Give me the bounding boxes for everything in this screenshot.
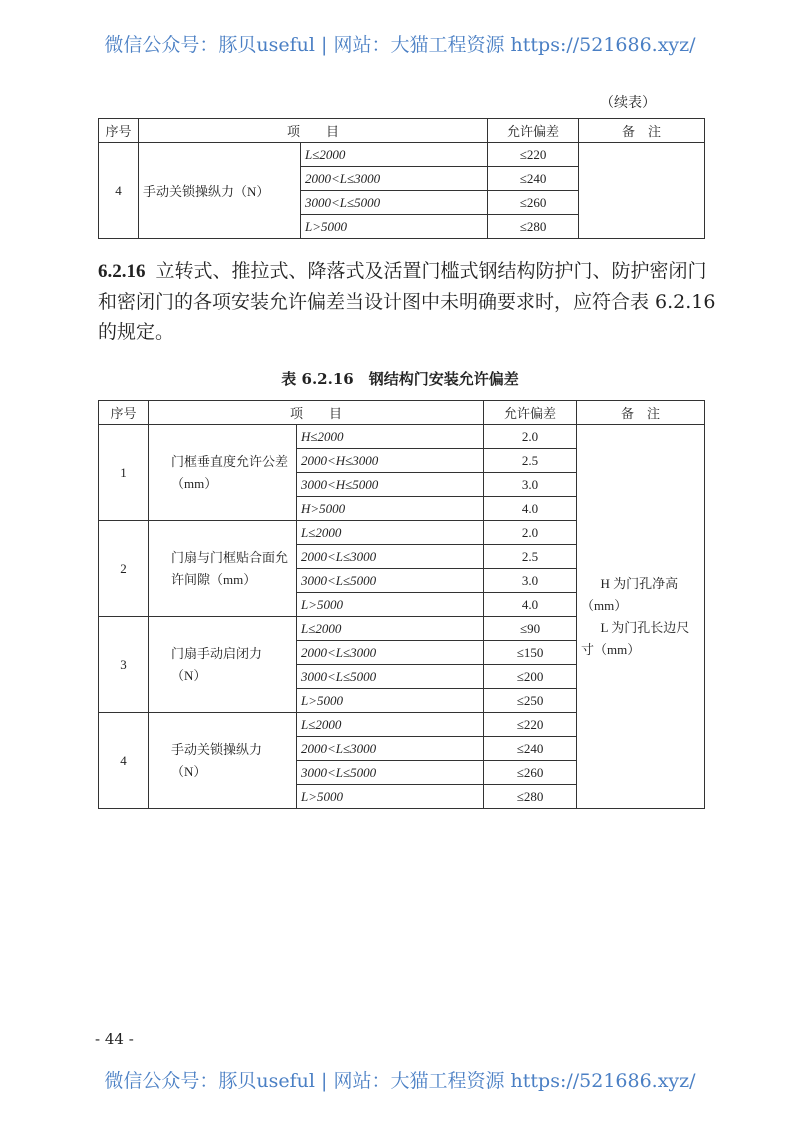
- row-tolerance: ≤280: [484, 785, 577, 809]
- continued-label: （续表）: [600, 95, 656, 111]
- row-tolerance: ≤220: [484, 713, 577, 737]
- watermark-top: 微信公众号：豚贝useful | 网站：大猫工程资源 https://521686.xyz/: [104, 34, 696, 56]
- row-condition: 2000<L≤3000: [297, 737, 484, 761]
- row-seq: 2: [99, 521, 149, 617]
- row-tolerance: 2.5: [484, 449, 577, 473]
- row-tolerance: ≤260: [484, 761, 577, 785]
- row-condition: H>5000: [297, 497, 484, 521]
- row-condition: L≤2000: [297, 617, 484, 641]
- row-condition: 2000<L≤3000: [301, 167, 488, 191]
- header-note: 备 注: [577, 401, 705, 425]
- row-tolerance: ≤250: [484, 689, 577, 713]
- page-number: - 44 -: [95, 1030, 134, 1048]
- row-seq: 3: [99, 617, 149, 713]
- table-caption: 表 6.2.16 钢结构门安装允许偏差: [281, 370, 519, 388]
- row-seq: 4: [99, 713, 149, 809]
- header-seq: 序号: [99, 401, 149, 425]
- row-item: 手动关锁操纵力（N）: [139, 143, 301, 239]
- row-tolerance: ≤220: [488, 143, 579, 167]
- row-note: [579, 143, 705, 239]
- row-condition: 3000<L≤5000: [297, 665, 484, 689]
- header-tolerance: 允许偏差: [484, 401, 577, 425]
- row-tolerance: ≤240: [484, 737, 577, 761]
- row-tolerance: 3.0: [484, 569, 577, 593]
- row-tolerance: ≤280: [488, 215, 579, 239]
- row-condition: L≤2000: [297, 521, 484, 545]
- watermark-bottom: 微信公众号：豚贝useful | 网站：大猫工程资源 https://521686.xyz/: [104, 1070, 696, 1092]
- clause-number: 6.2.16: [98, 261, 146, 282]
- remark-l: L 为门孔长边尺寸（mm）: [581, 619, 690, 657]
- row-seq: 1: [99, 425, 149, 521]
- row-condition: 3000<L≤5000: [301, 191, 488, 215]
- row-tolerance: 4.0: [484, 593, 577, 617]
- table-row: [99, 143, 705, 167]
- header-item: 项 目: [139, 119, 488, 143]
- row-tolerance: 4.0: [484, 497, 577, 521]
- remark-h: H 为门孔净高（mm）: [581, 575, 679, 613]
- row-tolerance: 2.5: [484, 545, 577, 569]
- row-condition: 2000<L≤3000: [297, 545, 484, 569]
- table-row: [99, 425, 705, 449]
- row-condition: L>5000: [297, 593, 484, 617]
- continued-table: [98, 118, 705, 239]
- row-tolerance: 2.0: [484, 521, 577, 545]
- row-tolerance: ≤260: [488, 191, 579, 215]
- row-condition: 3000<H≤5000: [297, 473, 484, 497]
- row-tolerance: ≤90: [484, 617, 577, 641]
- row-tolerance: 2.0: [484, 425, 577, 449]
- row-condition: L>5000: [297, 689, 484, 713]
- row-condition: L>5000: [301, 215, 488, 239]
- row-condition: L>5000: [297, 785, 484, 809]
- row-condition: L≤2000: [297, 713, 484, 737]
- tolerance-table: [98, 400, 705, 809]
- header-seq: 序号: [99, 119, 139, 143]
- row-item: 门扇与门框贴合面允许间隙（mm）: [149, 521, 297, 617]
- row-condition: 3000<L≤5000: [297, 569, 484, 593]
- row-tolerance: 3.0: [484, 473, 577, 497]
- row-condition: 3000<L≤5000: [297, 761, 484, 785]
- row-tolerance: ≤150: [484, 641, 577, 665]
- remarks-cell: [577, 425, 705, 809]
- row-condition: H≤2000: [297, 425, 484, 449]
- header-note: 备 注: [579, 119, 705, 143]
- clause-text: 立转式、推拉式、降落式及活置门槛式钢结构防护门、防护密闭门和密闭门的各项安装允许偏差当设计图中未明确要求时，应符合表 6.2.16 的规定。: [98, 260, 716, 343]
- row-item: 门框垂直度允许公差（mm）: [149, 425, 297, 521]
- row-condition: 2000<H≤3000: [297, 449, 484, 473]
- row-tolerance: ≤200: [484, 665, 577, 689]
- clause-paragraph: [98, 256, 718, 347]
- header-tolerance: 允许偏差: [488, 119, 579, 143]
- header-item: 项 目: [149, 401, 484, 425]
- row-item: 手动关锁操纵力（N）: [149, 713, 297, 809]
- row-seq: 4: [99, 143, 139, 239]
- row-item: 门扇手动启闭力（N）: [149, 617, 297, 713]
- row-tolerance: ≤240: [488, 167, 579, 191]
- row-condition: 2000<L≤3000: [297, 641, 484, 665]
- row-condition: L≤2000: [301, 143, 488, 167]
